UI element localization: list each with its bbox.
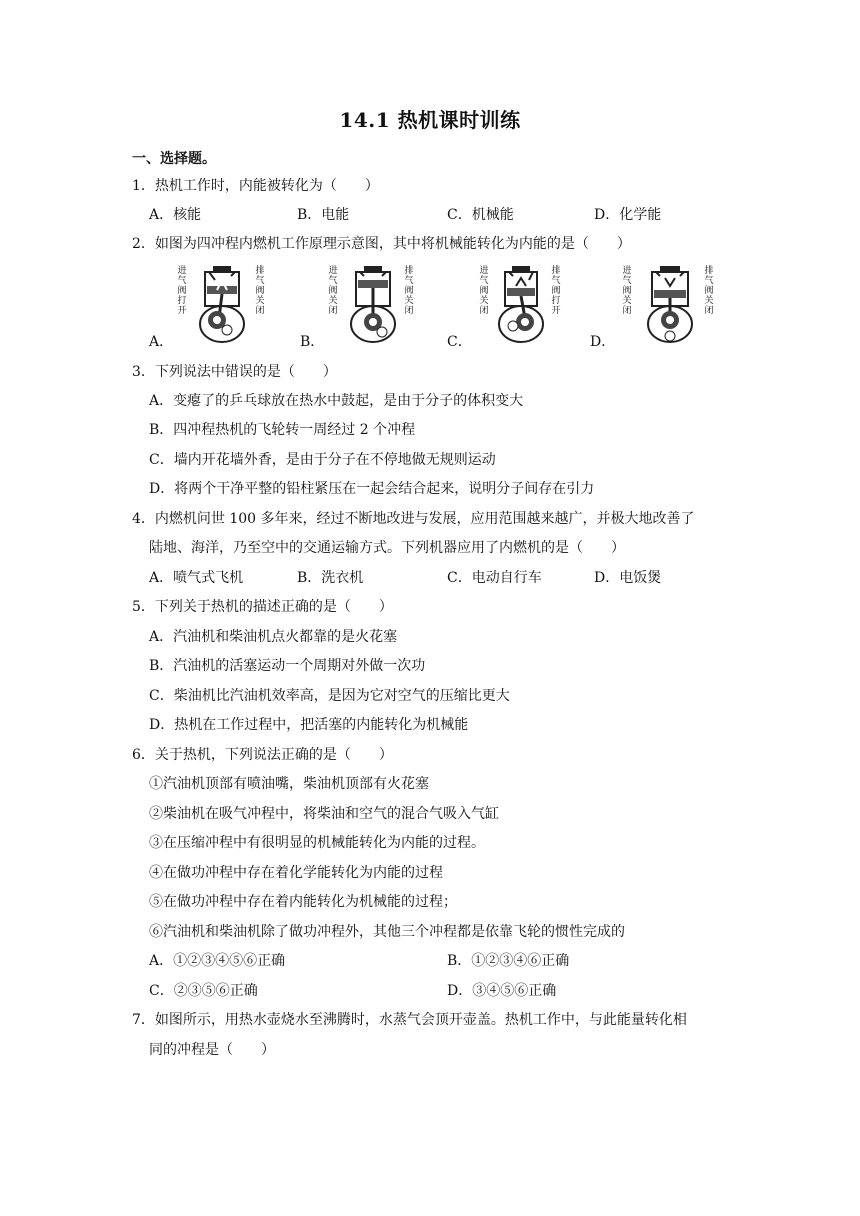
question-4-option-c: C．电动自行车 bbox=[447, 570, 542, 586]
engine-figure-d bbox=[590, 262, 730, 352]
section-heading: 一、选择题。 bbox=[132, 151, 216, 167]
question-1-option-b: B．电能 bbox=[297, 207, 350, 223]
question-4-option-b: B．洗衣机 bbox=[297, 570, 364, 586]
question-5-option-b: B．汽油机的活塞运动一个周期对外做一次功 bbox=[149, 658, 426, 674]
figure-a-left-label: 进气阀打开 bbox=[177, 266, 187, 316]
question-2-stem: 2．如图为四冲程内燃机工作原理示意图，其中将机械能转化为内能的是（ ） bbox=[132, 236, 631, 252]
figure-c-left-label: 进气阀关闭 bbox=[479, 266, 489, 316]
figure-d-letter: D． bbox=[590, 334, 616, 350]
figure-d-left-label: 进气阀关闭 bbox=[622, 266, 632, 316]
engine-figure-a bbox=[149, 262, 279, 352]
page-title: 14.1 热机课时训练 bbox=[339, 108, 521, 132]
question-6-statement-1: ①汽油机顶部有喷油嘴，柴油机顶部有火花塞 bbox=[149, 776, 429, 792]
question-4-option-a: A．喷气式飞机 bbox=[149, 570, 244, 586]
question-5-option-c: C．柴油机比汽油机效率高，是因为它对空气的压缩比更大 bbox=[149, 688, 510, 704]
question-1-stem: 1．热机工作时，内能被转化为（ ） bbox=[132, 178, 379, 194]
question-6-statement-6: ⑥汽油机和柴油机除了做功冲程外，其他三个冲程都是依靠飞轮的惯性完成的 bbox=[149, 924, 625, 940]
figure-a-right-label: 排气阀关闭 bbox=[255, 266, 265, 316]
question-3-option-a: A．变瘪了的乒乓球放在热水中鼓起，是由于分子的体积变大 bbox=[149, 393, 524, 409]
question-1-option-c: C．机械能 bbox=[447, 207, 514, 223]
question-6-statement-5: ⑤在做功冲程中存在着内能转化为机械能的过程； bbox=[149, 894, 457, 910]
question-5-option-d: D．热机在工作过程中，把活塞的内能转化为机械能 bbox=[149, 717, 469, 733]
figure-a-letter: A． bbox=[149, 334, 174, 350]
engine-figure-c bbox=[447, 262, 577, 352]
question-4-option-d: D．电饭煲 bbox=[594, 570, 662, 586]
question-6-stem: 6．关于热机，下列说法正确的是（ ） bbox=[132, 747, 393, 763]
question-4-stem-line-1: 4．内燃机问世 100 多年来，经过不断地改进与发展，应用范围越来越广，并极大地改善了 bbox=[132, 511, 695, 527]
engine-diagram-c bbox=[491, 266, 551, 348]
question-4-stem-line-2: 陆地、海洋，乃至空中的交通运输方式。下列机器应用了内燃机的是（ ） bbox=[149, 540, 625, 556]
figure-d-right-label: 排气阀关闭 bbox=[704, 266, 714, 316]
engine-figure-b bbox=[300, 262, 430, 352]
engine-diagram-d bbox=[638, 266, 702, 348]
question-6-statement-3: ③在压缩冲程中有很明显的机械能转化为内能的过程。 bbox=[149, 835, 485, 851]
figure-b-right-label: 排气阀关闭 bbox=[404, 266, 414, 316]
question-3-option-b: B．四冲程热机的飞轮转一周经过 2 个冲程 bbox=[149, 422, 416, 438]
question-7-stem-line-1: 7．如图所示，用热水壶烧水至沸腾时，水蒸气会顶开壶盖。热机工作中，与此能量转化相 bbox=[132, 1012, 687, 1028]
question-6-statement-4: ④在做功冲程中存在着化学能转化为内能的过程 bbox=[149, 865, 443, 881]
question-6-option-d: D．③④⑤⑥正确 bbox=[447, 983, 557, 999]
question-1-option-a: A．核能 bbox=[149, 207, 202, 223]
figure-b-left-label: 进气阀关闭 bbox=[328, 266, 338, 316]
question-3-option-d: D．将两个干净平整的铅柱紧压在一起会结合起来，说明分子间存在引力 bbox=[149, 481, 595, 497]
question-3-option-c: C．墙内开花墙外香，是由于分子在不停地做无规则运动 bbox=[149, 452, 496, 468]
question-6-option-b: B．①②③④⑥正确 bbox=[447, 953, 570, 969]
question-3-stem: 3．下列说法中错误的是（ ） bbox=[132, 364, 337, 380]
figure-c-letter: C． bbox=[447, 334, 472, 350]
question-1-option-d: D．化学能 bbox=[594, 207, 662, 223]
question-6-statement-2: ②柴油机在吸气冲程中，将柴油和空气的混合气吸入气缸 bbox=[149, 806, 499, 822]
engine-diagram-a bbox=[191, 266, 253, 348]
question-5-stem: 5．下列关于热机的描述正确的是（ ） bbox=[132, 599, 393, 615]
figure-c-right-label: 排气阀打开 bbox=[551, 266, 561, 316]
question-6-option-c: C．②③⑤⑥正确 bbox=[149, 983, 258, 999]
question-5-option-a: A．汽油机和柴油机点火都靠的是火花塞 bbox=[149, 629, 398, 645]
question-7-stem-line-2: 同的冲程是（ ） bbox=[149, 1042, 275, 1058]
figure-b-letter: B． bbox=[300, 334, 325, 350]
question-6-option-a: A．①②③④⑤⑥正确 bbox=[149, 953, 286, 969]
engine-diagram-b bbox=[342, 266, 404, 348]
